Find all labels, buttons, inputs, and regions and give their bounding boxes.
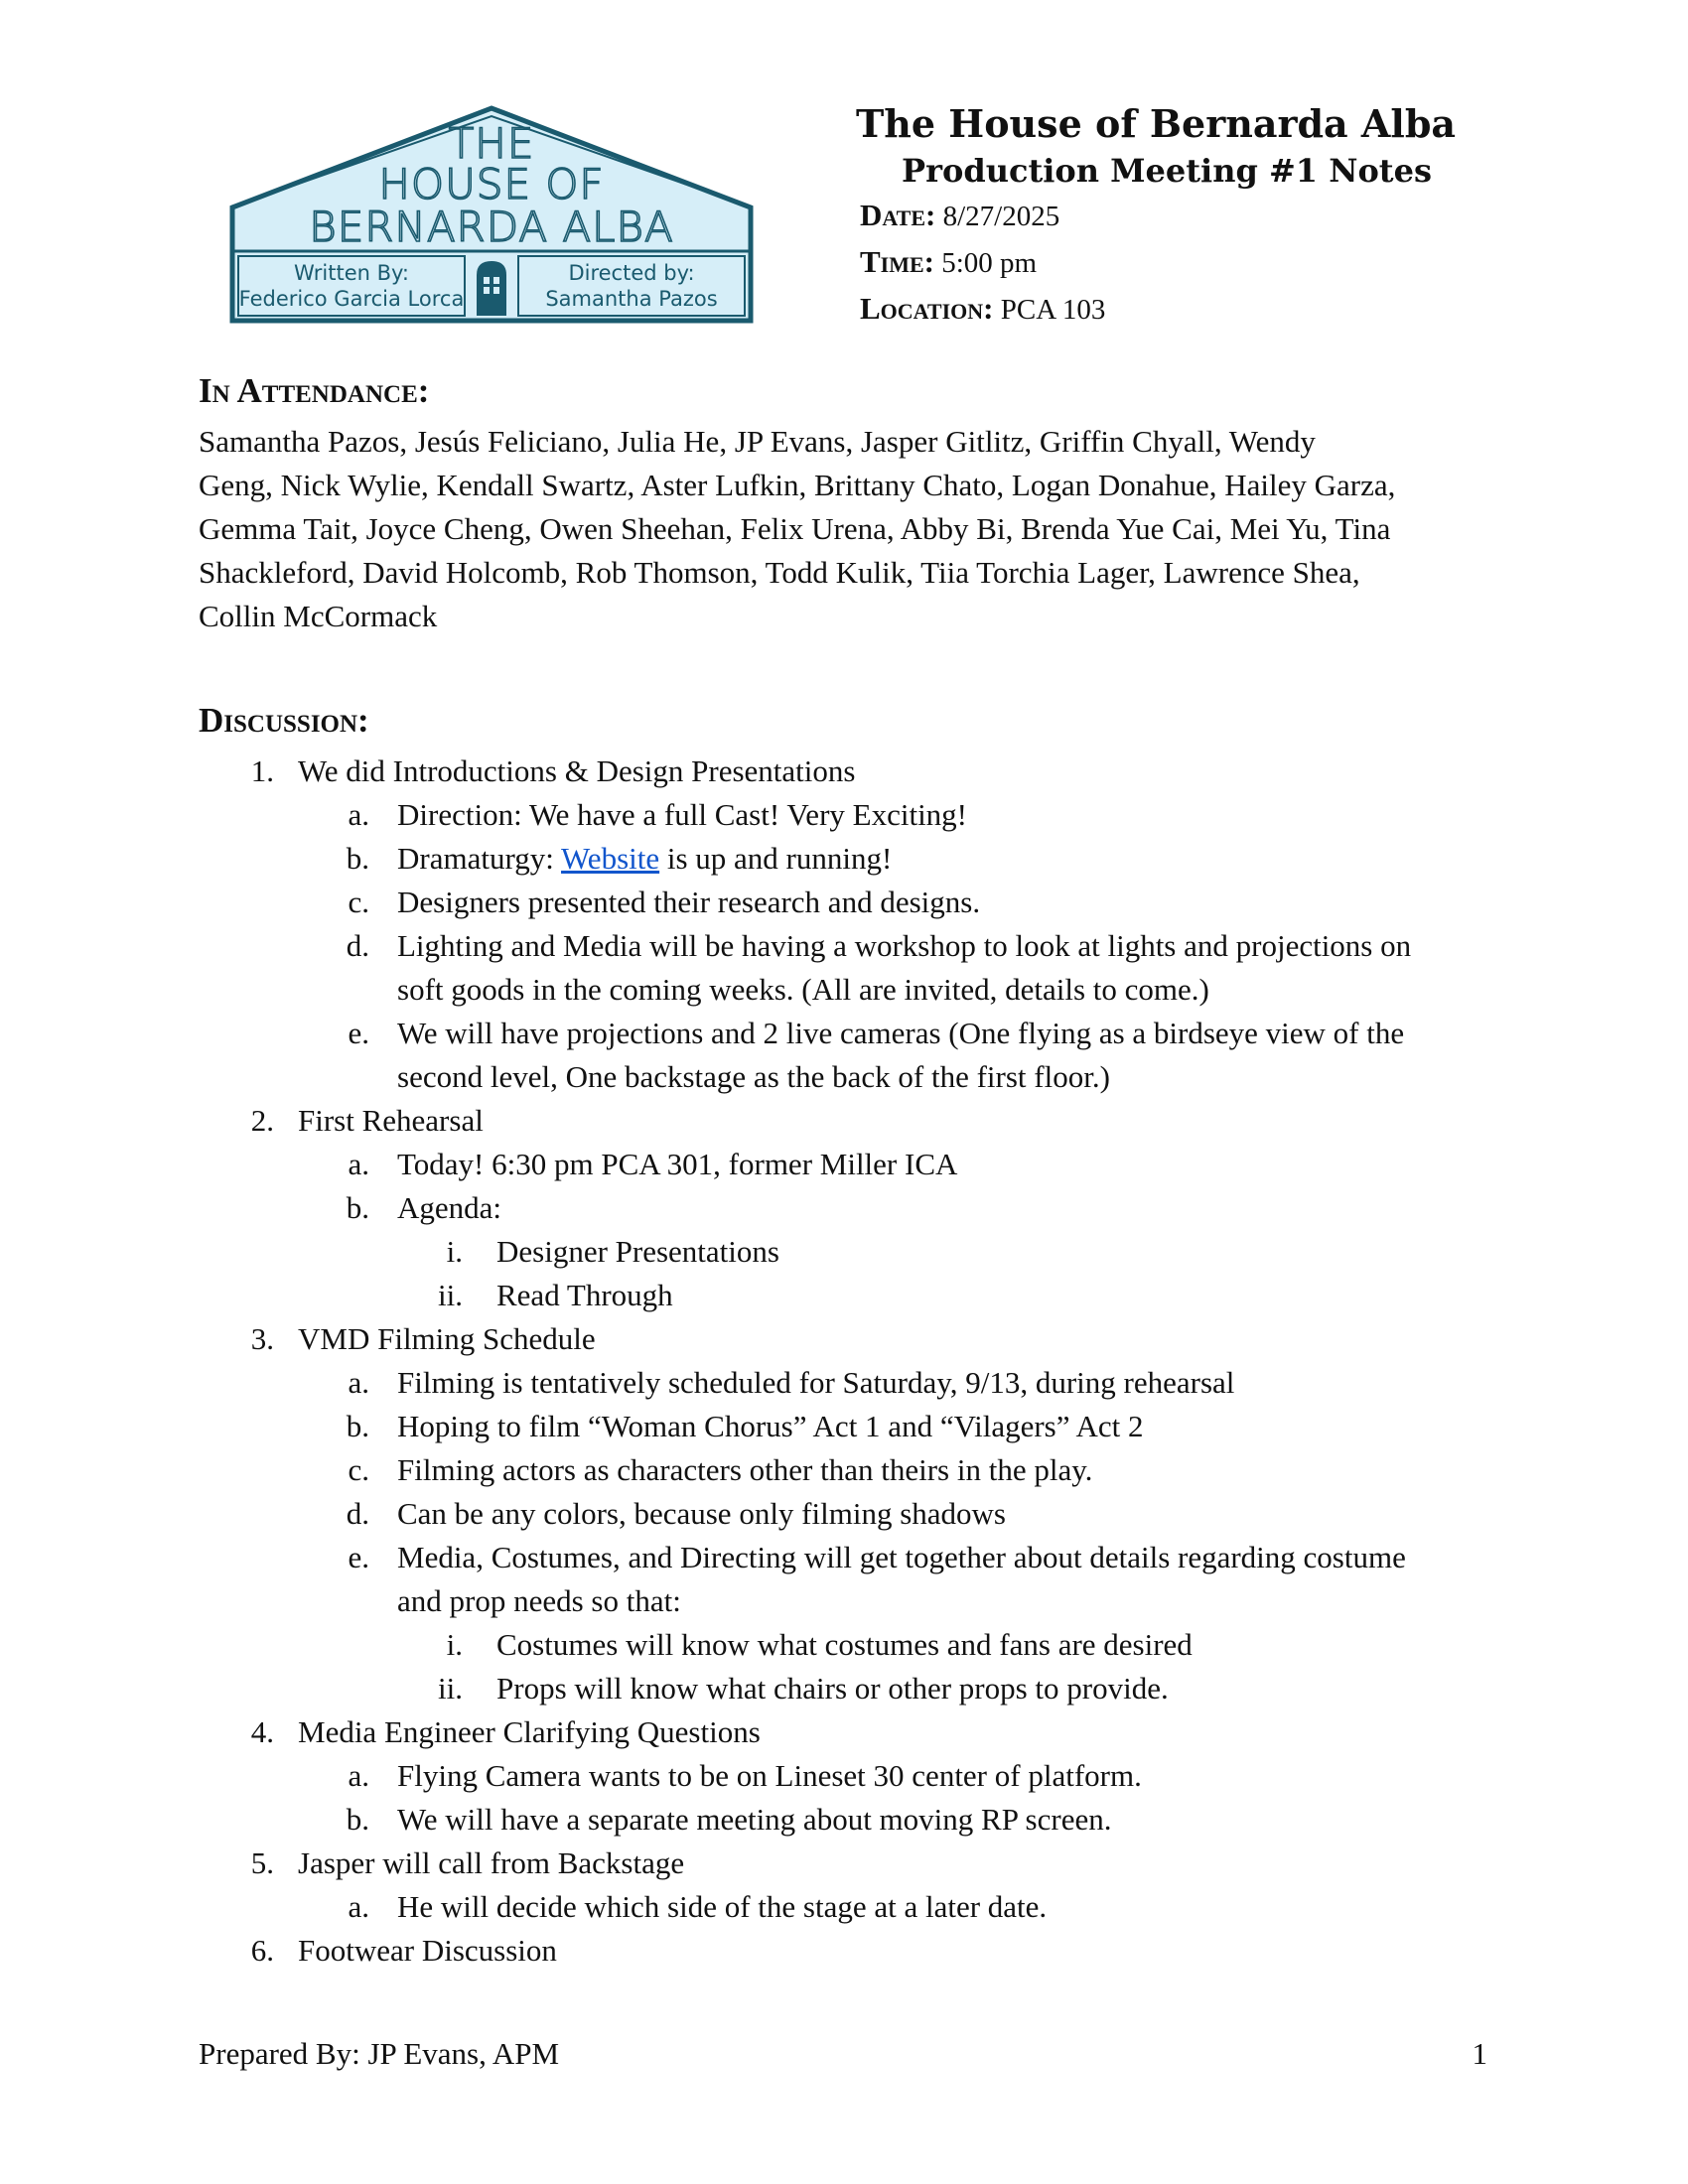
location-value: PCA 103 (1000, 294, 1106, 326)
attendance-heading: In Attendance: (199, 371, 430, 410)
list-marker: 5. (250, 1845, 274, 1880)
list-item (199, 1536, 1489, 1623)
list-item-text: Can be any colors, because only filming shadows (397, 1496, 1006, 1531)
location-label: Location: (860, 291, 994, 326)
logo-written-by-label: Written By: (293, 261, 410, 285)
list-item (199, 750, 1489, 793)
list-marker: 2. (250, 1103, 274, 1138)
list-marker: a. (348, 1889, 369, 1924)
list-item-text: VMD Filming Schedule (298, 1321, 596, 1356)
list-item (199, 1623, 1489, 1667)
attendance-line: Samantha Pazos, Jesús Feliciano, Julia He, JP Evans, Jasper Gitlitz, Griffin Chyall, Wendy (199, 424, 1316, 459)
document-header (854, 99, 1460, 333)
list-marker: i. (446, 1627, 463, 1662)
list-item-text: Filming is tentatively scheduled for Saturday, 9/13, during rehearsal (397, 1365, 1235, 1400)
location-line (860, 286, 1460, 333)
list-item (199, 1405, 1489, 1448)
list-item (199, 1448, 1489, 1492)
list-marker: d. (346, 928, 369, 963)
list-item-text: Dramaturgy: (397, 841, 562, 876)
document-subtitle: Production Meeting #1 Notes (902, 152, 1432, 190)
time-label: Time: (860, 244, 934, 279)
list-item-text: Jasper will call from Backstage (298, 1845, 685, 1880)
time-value: 5:00 pm (941, 247, 1038, 279)
list-item-text: soft goods in the coming weeks. (All are invited, details to come.) (397, 972, 1209, 1007)
list-marker: ii. (438, 1671, 463, 1706)
list-marker: c. (348, 885, 369, 919)
list-item-text: Today! 6:30 pm PCA 301, former Miller ICA (397, 1147, 958, 1181)
list-item-text: We did Introductions & Design Presentations (298, 753, 856, 788)
list-marker: a. (348, 797, 369, 832)
list-item-text: Costumes will know what costumes and fans are desired (496, 1627, 1193, 1662)
list-item-text: second level, One backstage as the back of the first floor.) (397, 1059, 1110, 1094)
list-marker: b. (346, 1802, 369, 1837)
discussion-list (199, 750, 1489, 1973)
list-item-text: and prop needs so that: (397, 1583, 681, 1618)
footer-prepared-by: Prepared By: JP Evans, APM (199, 2036, 560, 2071)
attendance-list (199, 420, 1489, 638)
list-item-text: Media Engineer Clarifying Questions (298, 1714, 761, 1749)
list-item (199, 837, 1489, 881)
list-item (199, 1317, 1489, 1361)
list-item-text: Flying Camera wants to be on Lineset 30 center of platform. (397, 1758, 1142, 1793)
list-item-text: Filming actors as characters other than theirs in the play. (397, 1452, 1093, 1487)
list-item-text: We will have a separate meeting about moving RP screen. (397, 1802, 1112, 1837)
date-value: 8/27/2025 (942, 201, 1060, 232)
date-label: Date: (860, 198, 936, 232)
list-item (199, 1929, 1489, 1973)
list-item-text: We will have projections and 2 live cameras (One flying as a birdseye view of the (397, 1016, 1405, 1050)
discussion-heading: Discussion: (199, 701, 369, 740)
logo-title-line1: THE (448, 119, 535, 168)
website-link[interactable]: Website (561, 841, 660, 876)
logo-directed-by-label: Directed by: (568, 261, 695, 285)
list-item (199, 1842, 1489, 1885)
list-item (199, 1012, 1489, 1099)
list-item-text: Media, Costumes, and Directing will get together about details regarding costume (397, 1540, 1406, 1574)
page-number: 1 (1472, 2036, 1487, 2071)
list-marker: 3. (250, 1321, 274, 1356)
list-item (199, 881, 1489, 924)
list-marker: a. (348, 1365, 369, 1400)
list-item (199, 1798, 1489, 1842)
list-item (199, 1885, 1489, 1929)
logo-door-icon (477, 261, 506, 316)
list-item-text: Direction: We have a full Cast! Very Exciting! (397, 797, 967, 832)
list-marker: a. (348, 1758, 369, 1793)
list-item (199, 1143, 1489, 1186)
list-marker: i. (446, 1234, 463, 1269)
list-marker: e. (348, 1540, 369, 1574)
list-marker: e. (348, 1016, 369, 1050)
list-marker: 1. (250, 753, 274, 788)
list-marker: 6. (250, 1933, 274, 1968)
list-marker: ii. (438, 1278, 463, 1312)
list-item (199, 1710, 1489, 1754)
list-item (199, 1230, 1489, 1274)
list-marker: b. (346, 841, 369, 876)
list-item-text: Read Through (496, 1278, 673, 1312)
list-item (199, 1667, 1489, 1710)
list-item-text: Props will know what chairs or other props to provide. (496, 1671, 1169, 1706)
attendance-line: Gemma Tait, Joyce Cheng, Owen Sheehan, Felix Urena, Abby Bi, Brenda Yue Cai, Mei Yu, Tina (199, 511, 1391, 546)
attendance-line: Collin McCormack (199, 599, 438, 633)
production-logo (228, 104, 755, 325)
logo-graphic (228, 104, 755, 325)
document-title: The House of Bernarda Alba (855, 101, 1457, 146)
attendance-line: Geng, Nick Wylie, Kendall Swartz, Aster Lufkin, Brittany Chato, Logan Donahue, Hailey Garza, (199, 468, 1396, 502)
list-item-text: Designer Presentations (496, 1234, 779, 1269)
list-marker: a. (348, 1147, 369, 1181)
list-item (199, 1361, 1489, 1405)
list-marker: b. (346, 1190, 369, 1225)
logo-written-by-name: Federico Garcia Lorca (238, 287, 465, 311)
attendance-line: Shackleford, David Holcomb, Rob Thomson, Todd Kulik, Tiia Torchia Lager, Lawrence Shea, (199, 555, 1360, 590)
list-item (199, 793, 1489, 837)
list-item (199, 1492, 1489, 1536)
list-item-text: He will decide which side of the stage at a later date. (397, 1889, 1048, 1924)
list-item-text: First Rehearsal (298, 1103, 484, 1138)
list-item-text: Hoping to film “Woman Chorus” Act 1 and “Vilagers” Act 2 (397, 1409, 1144, 1443)
logo-directed-by-name: Samantha Pazos (545, 287, 718, 311)
list-item-text: Footwear Discussion (298, 1933, 557, 1968)
date-line (860, 193, 1460, 239)
time-line (860, 239, 1460, 286)
list-item-text: Designers presented their research and designs. (397, 885, 981, 919)
list-item (199, 1274, 1489, 1317)
list-item-text: is up and running! (659, 841, 893, 876)
list-marker: c. (348, 1452, 369, 1487)
logo-title-line2: HOUSE OF (378, 160, 605, 208)
list-item (199, 1099, 1489, 1143)
list-marker: b. (346, 1409, 369, 1443)
list-marker: 4. (250, 1714, 274, 1749)
list-item-text: Lighting and Media will be having a workshop to look at lights and projections on (397, 928, 1412, 963)
list-marker: d. (346, 1496, 369, 1531)
list-item (199, 924, 1489, 1012)
list-item-text: Agenda: (397, 1190, 502, 1225)
list-item (199, 1186, 1489, 1230)
list-item (199, 1754, 1489, 1798)
logo-title-line3: BERNARDA ALBA (309, 203, 674, 251)
